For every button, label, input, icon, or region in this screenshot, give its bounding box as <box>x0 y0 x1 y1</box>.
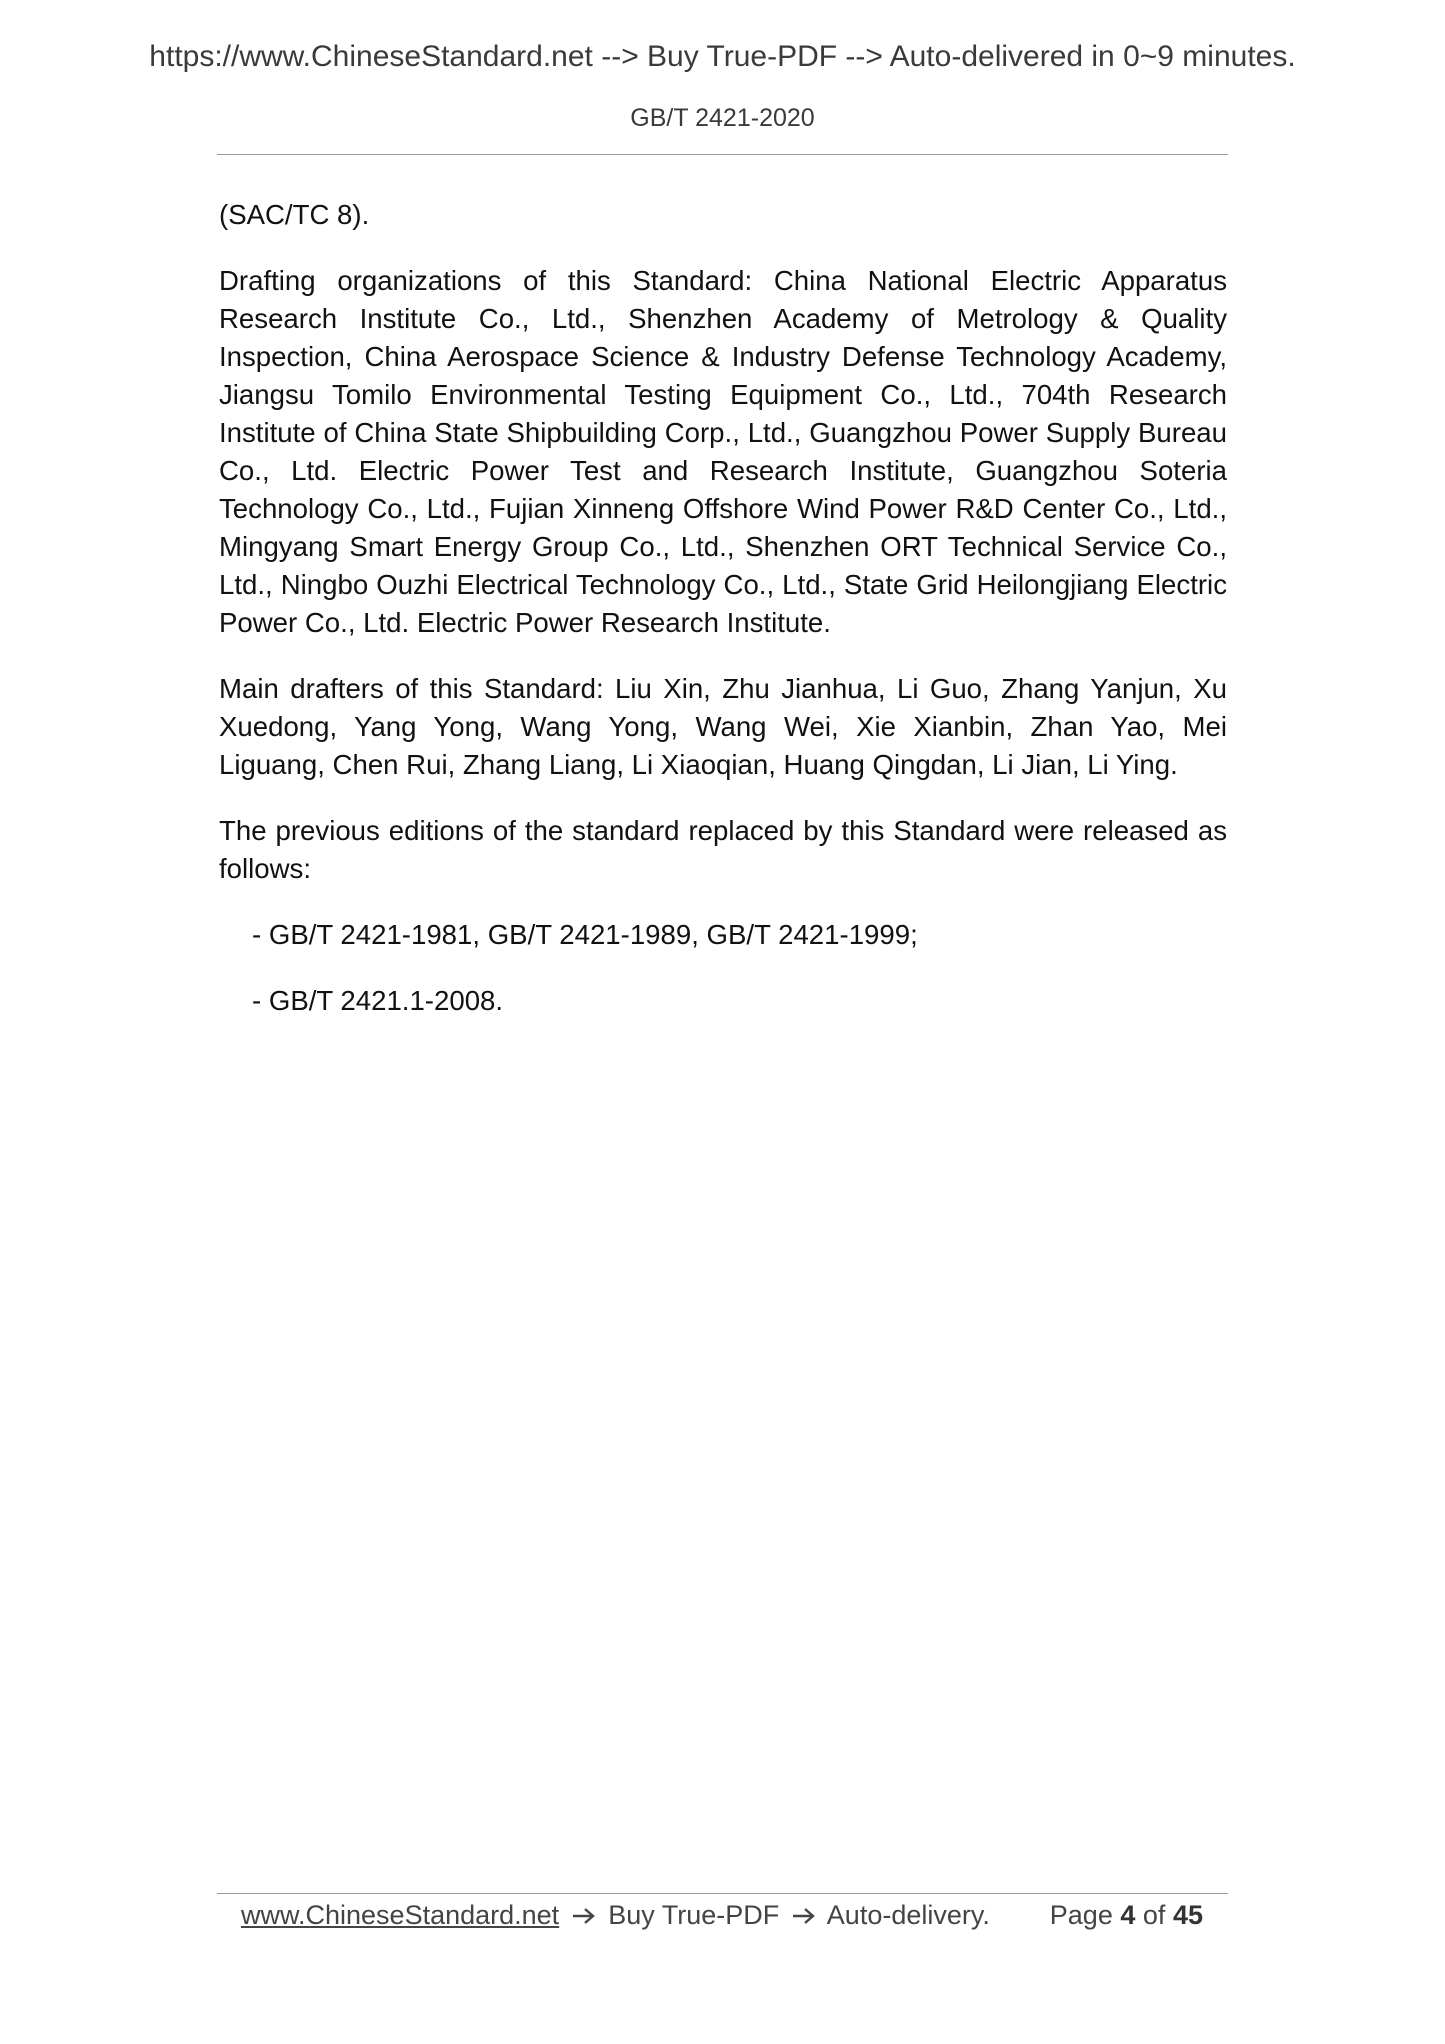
page-indicator <box>1050 1898 1203 1932</box>
footer-delivery-text: Auto-delivery. <box>826 1900 990 1930</box>
footer-divider <box>217 1893 1228 1894</box>
paragraph-committee: (SAC/TC 8). <box>219 199 370 230</box>
paragraph-previous-editions: The previous editions of the standard replaced by this Standard were released as follows: <box>219 815 1227 884</box>
page-number: 4 <box>1120 1900 1136 1930</box>
list-item-edition-1: - GB/T 2421-1981, GB/T 2421-1989, GB/T 2421-1999; <box>252 919 918 950</box>
of-label: of <box>1142 1900 1166 1930</box>
header-divider <box>217 154 1228 155</box>
top-banner[interactable]: https://www.ChineseStandard.net --> Buy True-PDF --> Auto-delivered in 0~9 minutes. <box>149 40 1296 73</box>
page-footer <box>241 1898 1221 1932</box>
right-arrow-icon <box>791 1906 817 1926</box>
footer-site-link[interactable]: www.ChineseStandard.net <box>241 1900 560 1930</box>
list-item-edition-2: - GB/T 2421.1-2008. <box>252 985 504 1016</box>
page-total: 45 <box>1172 1900 1203 1930</box>
paragraph-main-drafters: Main drafters of this Standard: Liu Xin, Zhu Jianhua, Li Guo, Zhang Yanjun, Xu Xuedong, Yang Yong, Wang Yong, Wang Wei, Xie Xianbin, Zhan Yao, Mei Liguang, Chen Rui, Zhang Liang, Li Xiaoqian, Huang Qingdan, Li Jian, Li Ying. <box>219 673 1227 780</box>
document-code: GB/T 2421-2020 <box>630 104 815 132</box>
page-label: Page <box>1049 1900 1113 1930</box>
right-arrow-icon <box>571 1906 597 1926</box>
document-body <box>219 196 1227 1048</box>
footer-buy-text: Buy True-PDF <box>608 1900 780 1930</box>
paragraph-drafting-organizations: Drafting organizations of this Standard: China National Electric Apparatus Research Institute Co., Ltd., Shenzhen Academy of Metrology & Quality Inspection, China Aerospace Science & Industry Defense Technology Academy, Jiangsu Tomilo Environmental Testing Equipment Co., Ltd., 704th Research Institute of China State Shipbuilding Corp., Ltd., Guangzhou Power Supply Bureau Co., Ltd. Electric Power Test and Research Institute, Guangzhou Soteria Technology Co., Ltd., Fujian Xinneng Offshore Wind Power R&D Center Co., Ltd., Mingyang Smart Energy Group Co., Ltd., Shenzhen ORT Technical Service Co., Ltd., Ningbo Ouzhi Electrical Technology Co., Ltd., State Grid Heilongjiang Electric Power Co., Ltd. Electric Power Research Institute. <box>219 265 1227 638</box>
